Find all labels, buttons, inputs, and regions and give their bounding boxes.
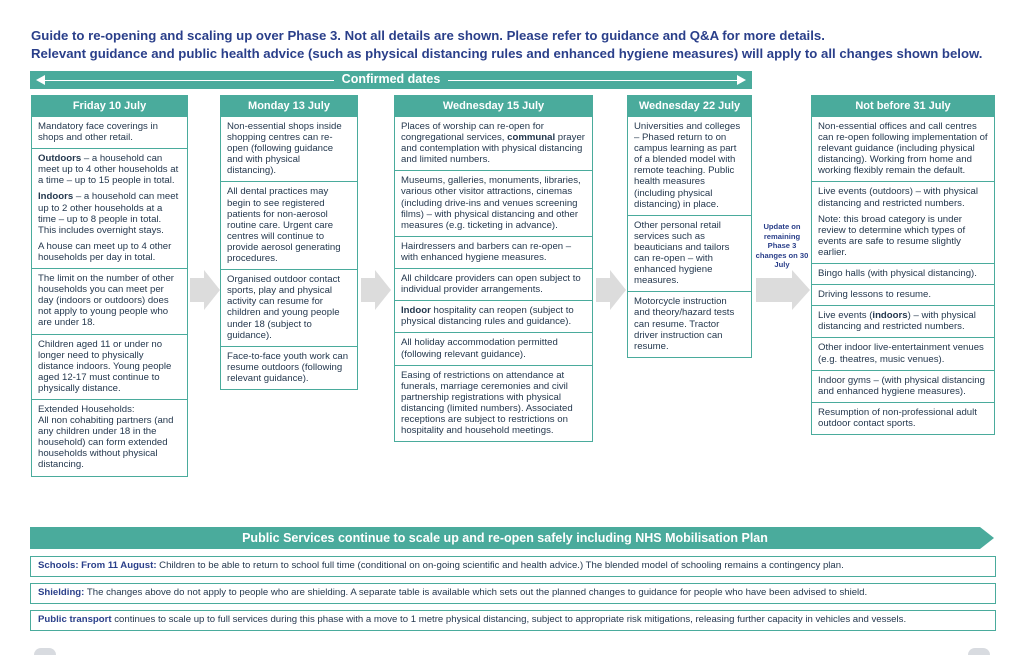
cell-paragraph: Face-to-face youth work can resume outdoors (following relevant guidance). <box>227 350 349 384</box>
cell <box>812 263 994 284</box>
cell-paragraph <box>401 121 586 165</box>
confirmed-dates-label: Confirmed dates <box>341 72 441 86</box>
next-page-button[interactable] <box>968 648 990 655</box>
cell <box>395 236 592 268</box>
page-heading <box>31 27 1011 63</box>
cell-paragraph <box>401 305 586 327</box>
text-run: Live events ( <box>818 310 873 322</box>
cell-paragraph: Driving lessons to resume. <box>818 289 932 301</box>
column-monday-13-july <box>220 95 358 390</box>
cell-paragraph: Organised outdoor contact sports, play and physical activity can resume for children and young people under 18 (subject to guidance). <box>227 274 341 341</box>
cell-paragraph: Bingo halls (with physical distancing). <box>818 268 977 280</box>
cell <box>812 305 994 337</box>
cell <box>812 284 994 305</box>
bold-text: Indoor <box>401 305 431 317</box>
column-cells <box>221 117 357 389</box>
banner-line-right <box>448 80 738 82</box>
cell-paragraph: Extended Households: All non cohabiting partners (and any children under 18 in the household) can form extended households without physical distancing. <box>38 403 174 471</box>
column-header: Monday 13 July <box>221 96 357 117</box>
row-text: Children to be able to return to school full time (conditional on on-going scientific and health advice.) The blended model of schooling remains a contingency plan. <box>156 560 844 571</box>
text-run: Places of worship can re-open for congregational services, <box>401 121 544 144</box>
bold-text: indoors <box>872 310 908 322</box>
cell <box>812 370 994 402</box>
column-header: Wednesday 15 July <box>395 96 592 117</box>
cell-paragraph <box>818 310 988 332</box>
row-label: Shielding: <box>38 587 85 598</box>
cell-paragraph: Children aged 11 or under no longer need to physically distance indoors. Young people aged 12-17 must continue to physically distance. <box>38 338 172 394</box>
bold-text: communal <box>507 132 556 144</box>
row-text: The changes above do not apply to people who are shielding. A separate table is available which sets out the planned changes to guidance for people who have been advised to shield. <box>84 587 868 598</box>
cell-paragraph: Non-essential shops inside shopping centres can re-open (following guidance and with physical distancing). <box>227 121 342 177</box>
cell <box>32 268 187 333</box>
column-wednesday-15-july <box>394 95 593 442</box>
cell-paragraph: Mandatory face coverings in shops and other retail. <box>38 121 158 144</box>
cell <box>32 148 187 268</box>
row-text: continues to scale up to full services during this phase with a move to 1 metre physical distancing, subject to appropriate risk mitigations, releasing further capacity in vehicles and vessels. <box>111 614 907 625</box>
cell <box>395 268 592 300</box>
cell <box>395 117 592 170</box>
update-note: Update on remaining Phase 3 changes on 30 July <box>755 222 809 270</box>
column-not-before-31-july <box>811 95 995 435</box>
cell-paragraph: Indoor gyms – (with physical distancing and enhanced hygiene measures). <box>818 374 985 397</box>
text-run: – a household can meet up to 4 other households at a time – up to 15 people in total. <box>38 153 179 187</box>
cell-paragraph: Resumption of non-professional adult outdoor contact sports. <box>818 406 977 429</box>
banner-arrow-icon <box>980 527 994 549</box>
schools-row <box>30 556 996 577</box>
cell <box>812 337 994 369</box>
column-cells <box>628 117 751 357</box>
cell <box>221 269 357 346</box>
cell-paragraph: Other indoor live-entertainment venues (e.g. theatres, music venues). <box>818 342 984 365</box>
shielding-row <box>30 583 996 604</box>
cell <box>32 334 187 399</box>
public-services-banner-text: Public Services continue to scale up and re-open safely including NHS Mobilisation Plan <box>242 531 768 545</box>
cell <box>395 365 592 442</box>
cell-paragraph: Other personal retail services such as beauticians and tailors can re-open – with enhanced hygiene measures. <box>634 219 730 287</box>
cell <box>221 181 357 269</box>
cell <box>32 399 187 476</box>
row-label: Schools: From 11 August: <box>38 560 157 571</box>
column-wednesday-22-july <box>627 95 752 358</box>
cell-paragraph <box>38 153 181 186</box>
cell-paragraph: Hairdressers and barbers can re-open – with enhanced hygiene measures. <box>401 240 572 263</box>
row-label: Public transport <box>38 614 112 625</box>
cell-paragraph: All childcare providers can open subject to individual provider arrangements. <box>401 273 581 296</box>
column-cells <box>32 117 187 476</box>
cell-paragraph: Museums, galleries, monuments, libraries, various other visitor attractions, cinemas (including drive-ins and venues screening films) – with physical distancing and other measures (e.g. ticketing in advance). <box>401 175 581 231</box>
column-cells <box>395 117 592 441</box>
cell <box>395 170 592 235</box>
column-friday-10-july <box>31 95 188 477</box>
public-transport-row <box>30 610 996 631</box>
cell <box>395 332 592 364</box>
cell-paragraph: Note: this broad category is under review to determine which types of events are safe to resume slightly earlier. <box>818 213 966 258</box>
cell-paragraph: Motorcycle instruction and theory/hazard tests can resume. Tractor driver instruction can resume. <box>634 296 735 352</box>
text-run: hospitality can reopen (subject to physical distancing rules and guidance). <box>401 305 574 328</box>
cell <box>628 117 751 215</box>
cell <box>812 117 994 181</box>
confirmed-dates-banner <box>30 71 752 89</box>
cell <box>32 117 187 148</box>
cell-paragraph: Non-essential offices and call centres can re-open following implementation of relevant guidance (including physical distancing). Working from home and working flexibly remain the default. <box>818 121 988 177</box>
column-header: Not before 31 July <box>812 96 994 117</box>
bold-text: Outdoors <box>38 153 82 165</box>
arrow-right-icon <box>737 75 746 85</box>
cell-paragraph <box>38 191 181 235</box>
cell-paragraph: A house can meet up to 4 other households per day in total. <box>38 240 172 263</box>
cell-paragraph: Easing of restrictions on attendance at funerals, marriage ceremonies and civil partnership registrations with physical distancing (limited numbers). Associated receptions are subject to restrictions on hospitality and household meetings. <box>401 369 573 437</box>
cell <box>812 402 994 434</box>
cell-paragraph: The limit on the number of other households you can meet per day (indoors or outdoors) does not apply to young people who are under 18. <box>38 273 174 329</box>
cell <box>221 117 357 181</box>
cell <box>628 215 751 292</box>
cell <box>395 300 592 332</box>
cell-paragraph: All holiday accommodation permitted (following relevant guidance). <box>401 337 558 360</box>
previous-page-button[interactable] <box>34 648 56 655</box>
text-run: prayer and contemplation with physical distancing and limited numbers. <box>401 132 585 166</box>
cell-paragraph: Universities and colleges – Phased return to on campus learning as part of a blended model with remote teaching. Public health measures (including physical distancing) in place. <box>634 121 741 210</box>
heading-line-2: Relevant guidance and public health advice (such as physical distancing rules and enhanced hygiene measures) will apply to all changes shown below. <box>31 46 983 61</box>
text-run: – a household can meet up to 2 other households at a time – up to 8 people in total. This includes overnight stays. <box>38 191 179 236</box>
cell <box>628 291 751 356</box>
public-services-banner <box>30 527 996 549</box>
column-header: Friday 10 July <box>32 96 187 117</box>
column-header: Wednesday 22 July <box>628 96 751 117</box>
cell <box>221 346 357 389</box>
text-run: ) – with physical distancing and restricted numbers. <box>818 310 976 333</box>
cell-paragraph: All dental practices may begin to see registered patients for non-aerosol routine care. Urgent care centres will continue to provide aerosol generating procedures. <box>227 186 341 265</box>
cell <box>812 181 994 263</box>
bold-text: Indoors <box>38 191 74 203</box>
column-cells <box>812 117 994 434</box>
cell-paragraph: Live events (outdoors) – with physical distancing and restricted numbers. <box>818 186 978 209</box>
heading-line-1: Guide to re-opening and scaling up over Phase 3. Not all details are shown. Please refer to guidance and Q&A for more details. <box>31 28 825 43</box>
